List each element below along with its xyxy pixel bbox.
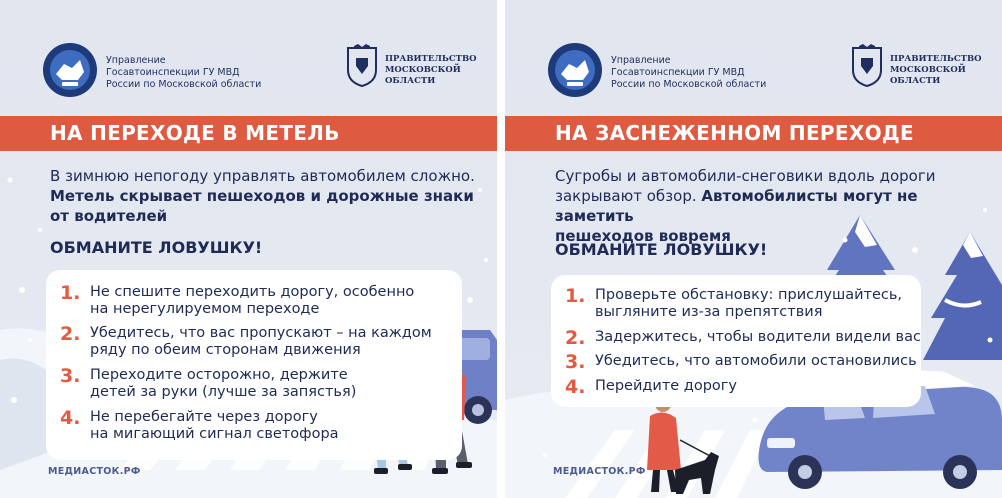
government-name: ПРАВИТЕЛЬСТВО МОСКОВСКОЙ ОБЛАСТИ (385, 54, 477, 86)
traffic-police-emblem (42, 42, 98, 98)
moscow-region-crest-icon (344, 44, 380, 88)
department-name: Управление Госавтоинспекции ГУ МВД России по Московской области (611, 55, 767, 90)
trap-heading: ОБМАНИТЕ ЛОВУШКУ! (555, 240, 768, 259)
trap-heading: ОБМАНИТЕ ЛОВУШКУ! (50, 238, 263, 257)
moscow-region-crest-icon (849, 44, 885, 88)
title-banner (505, 116, 1002, 151)
poster-card-blizzard (0, 0, 497, 498)
poster-card-snowy-crossing (505, 0, 1002, 498)
steps-list: 1. Проверьте обстановку: прислушайтесь, выгляните из-за препятствия 2. Задержитесь, чтобы водители видели вас 3. Убедитесь, что автомобили остановились 4. Перейдите дорогу (551, 275, 921, 407)
card-title: НА ЗАСНЕЖЕННОМ ПЕРЕХОДЕ (555, 121, 914, 145)
steps-list: 1. Не спешите переходить дорогу, особенно на нерегулируемом переходе 2. Убедитесь, что вас пропускают – на каждом ряду по обеим сторонам движения 3. Переходите осторожно, держите детей за руки (лучше за запястья) 4. Не перебегайте через дорогу на мигающий сигнал светофора (46, 270, 462, 460)
department-name: Управление Госавтоинспекции ГУ МВД России по Московской области (106, 55, 262, 90)
title-banner (0, 116, 497, 151)
intro-text: В зимнюю непогоду управлять автомобилем сложно. Метель скрывает пешеходов и дорожные знаки от водителей (50, 167, 475, 225)
header (42, 42, 477, 100)
intro-text: Сугробы и автомобили-снеговики вдоль дороги закрывают обзор. Автомобилисты могут не заметить пешеходов вовремя (555, 167, 936, 245)
site-footer: МЕДИАСТОК.РФ (48, 466, 141, 477)
government-name: ПРАВИТЕЛЬСТВО МОСКОВСКОЙ ОБЛАСТИ (890, 54, 982, 86)
card-title: НА ПЕРЕХОДЕ В МЕТЕЛЬ (50, 121, 340, 145)
traffic-police-emblem (547, 42, 603, 98)
card-divider (497, 0, 505, 498)
site-footer: МЕДИАСТОК.РФ (553, 466, 646, 477)
header (547, 42, 982, 100)
